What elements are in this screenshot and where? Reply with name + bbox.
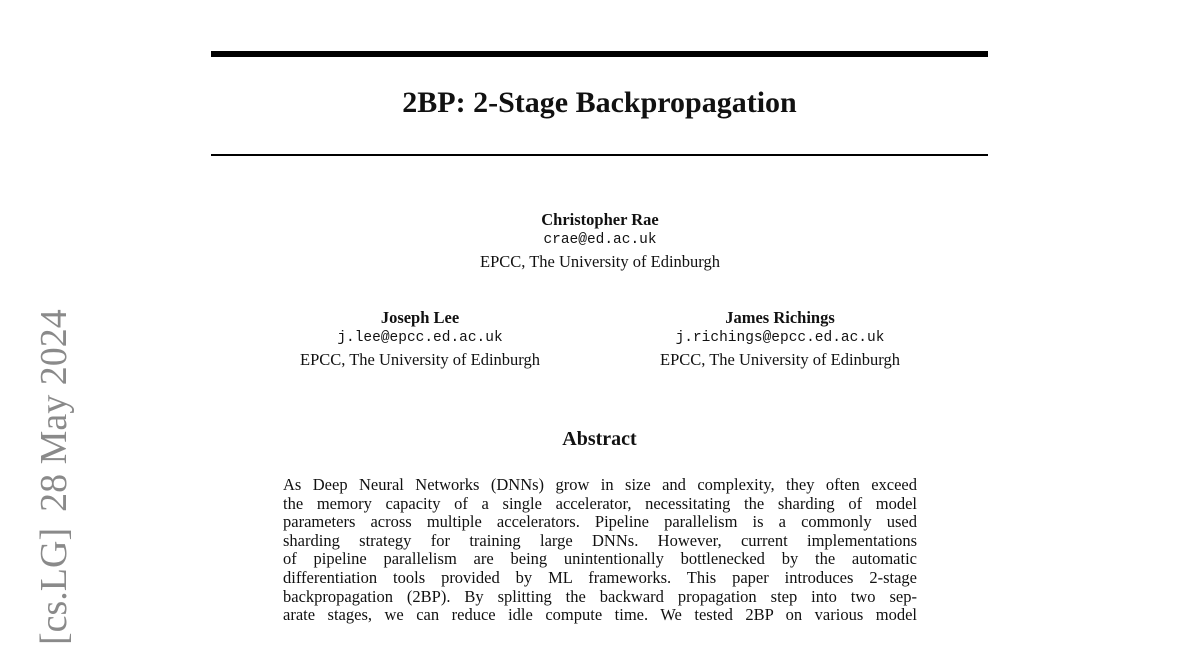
abstract-line: backpropagation (2BP). By splitting the backward propagation step into two sep- xyxy=(283,586,917,606)
abstract-line: the memory capacity of a single accelerator, necessitating the sharding of model xyxy=(283,493,917,513)
author-name: Joseph Lee xyxy=(380,308,460,327)
abstract-line: parameters across multiple accelerators. Pipeline parallelism is a commonly used xyxy=(283,512,917,532)
abstract-line: sharding strategy for training large DNNs. However, current implementations xyxy=(283,530,917,550)
abstract-line: of pipeline parallelism are being unintentionally bottlenecked by the automatic xyxy=(283,549,917,569)
author-block xyxy=(600,307,960,370)
top-rule xyxy=(211,51,988,57)
author-email: crae@ed.ac.uk xyxy=(543,232,657,248)
author-affiliation: EPCC, The University of Edinburgh xyxy=(479,252,720,271)
author-affiliation: EPCC, The University of Edinburgh xyxy=(299,350,540,369)
author-block xyxy=(400,209,800,272)
title-rule xyxy=(211,154,988,156)
author-name: Christopher Rae xyxy=(541,210,659,229)
author-block xyxy=(240,307,600,370)
abstract-heading: Abstract xyxy=(562,428,637,450)
author-name: James Richings xyxy=(725,308,835,327)
arxiv-category: [cs.LG] xyxy=(33,527,75,645)
paper-title: 2BP: 2-Stage Backpropagation xyxy=(402,86,797,119)
author-email: j.richings@epcc.ed.ac.uk xyxy=(675,330,885,346)
abstract-line: differentiation tools provided by ML frameworks. This paper introduces 2-stage xyxy=(283,567,917,587)
abstract-line: arate stages, we can reduce idle compute time. We tested 2BP on various model xyxy=(283,605,917,625)
author-affiliation: EPCC, The University of Edinburgh xyxy=(659,350,900,369)
abstract-body xyxy=(283,476,917,625)
abstract-line: As Deep Neural Networks (DNNs) grow in size and complexity, they often exceed xyxy=(283,475,917,494)
author-email: j.lee@epcc.ed.ac.uk xyxy=(337,330,503,346)
arxiv-stamp xyxy=(32,293,76,645)
arxiv-date: 28 May 2024 xyxy=(33,309,75,512)
